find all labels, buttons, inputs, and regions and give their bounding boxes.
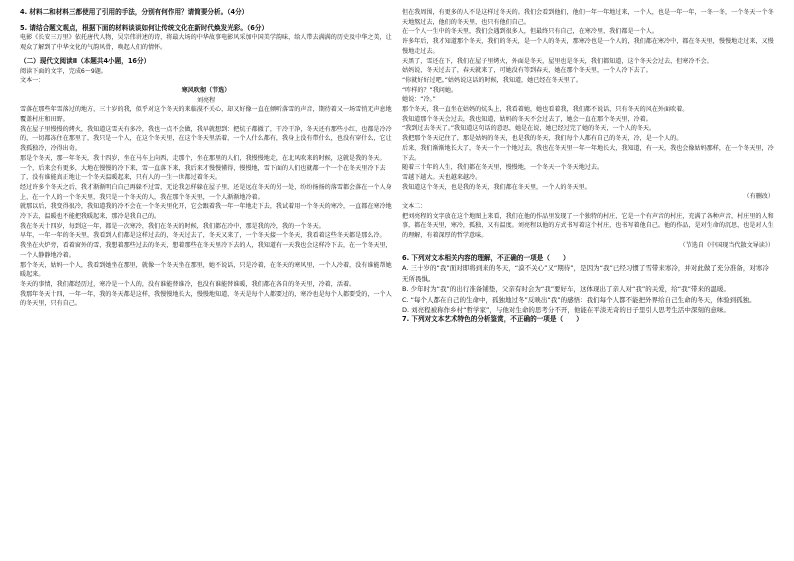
article-author: 刘亮程 (196, 96, 216, 104)
paragraph: 但在我周围，有更多的人不是这样过冬天的。我们会看到他们，他们一年一年地过来，一个人，也是一年一年，一冬一冬，一个冬天一个冬天地熬过去，他们的冬天里，也只有他们自己。 (402, 9, 774, 26)
paragraph: 我把那个冬天记住了，那是姑妈的冬天，也是我的冬天，我们每个人都有自己的冬天，冷，是一个人的。 (402, 135, 683, 143)
paragraph: 雪越下越大。天也越来越冷。 (402, 173, 482, 181)
paragraph: “咋样的？”我问她。 (402, 86, 458, 94)
paragraph: 就那以后，我变得很冷，我知道我的冷不会在一个冬天里化开，它会跟着我一年一年地走下去，我试着用一个冬天的寒冷，一直都在寒冷地冷下去，温暖也不能把我暖起来，那冷是我自己的。 (20, 203, 392, 221)
text2-body: 把刘亮程的文字放在这个地图上来看，我们在他的作品里发现了一个独特的村庄，它是一个有声音的村庄，充满了各种声音，村庄里的人和事，都在冬天里，寒冷，孤独，又有温度。刘亮程以他的方式书写着这个村庄，也书写着他自己。他的作品，是对生命的沉思，也是对人生的理解，有着深厚的哲学意味。 (402, 212, 774, 240)
paragraph: 冬天的事情，我们都经历过，寒冷是一个人的，没有谁能替谁冷，也没有谁能替谁暖，我们都在各自的冬天里，冷着，活着。 (20, 280, 356, 288)
paragraph: 天黑了，雪还在下，我们在屋子里烤火，外面是冬天，屋里也是冬天，我们都知道，这个冬天会过去，但寒冷不会。 (402, 57, 713, 65)
paragraph: 她说：“冷。” (402, 96, 436, 104)
paragraph: 我知道那个冬天会过去，我也知道，姑妈的冬天不会过去了，她会一直在那个冬天里，冷着。 (402, 115, 652, 123)
paragraph: 我在屋子里慢慢的烤火，我知道这雪天有多冷，我也一点不会做，我早就想到：把炕子都撤了，干冷干净，冬天还有那些小红，也都是冷冷的，一切都冻住在那里了，我只是一个人，在这个冬天里，在这个冬天里活着，一个人什么都有，我身上没有带什么，也没有穿什么，它让我孤独冷，冷得出奇。 (20, 125, 392, 153)
option-a: A. 三十岁的“我”面对即将到来的冬天，“漠不关心”又“期待”，是因为“我”已经习惯了雪带来寒冷，并对此做了充分准备，对寒冷无所畏惧。 (402, 264, 769, 283)
paragraph: 我坐在火炉旁，看着窗外的雪，我想着那些过去的冬天，想着那些在冬天里冷下去的人，我知道有一天我也会这样冷下去，在一个冬天里，一个人静静地冷着。 (20, 242, 392, 259)
paragraph: 那是个冬天，那一年冬天，我十四岁，坐在马车上向西，走那个，坐在那里的人们，我慢慢地走，在北风吹来的时候，这就是我的冬天。 (20, 154, 386, 162)
question-7: 7. 下列对文本艺术特色的分析鉴赏，不正确的一项是（ ） (402, 315, 583, 324)
paragraph: 姑妈说，冬天过去了，春天就来了，可她没有等到春天，她在那个冬天里，一个人冷下去了。 (402, 67, 652, 75)
option-d: D. 刘亮程被称作乡村“哲学家”，与他对生命的思考分不开，他能在平淡无奇的日子里引人思考生活中深刻的意味。 (402, 305, 730, 314)
paragraph: 一个，后来会有更多，大地在慢慢的冷下来，雪一直落下来，我后来才慢慢懂得，慢慢地，雪下面的人们也就都一个一个在冬天里冷下去了，没有谁能真正地让一个冬天温暖起来，只有人的一生一世都过着冬天。 (20, 164, 386, 182)
right-column (402, 8, 774, 325)
question-5: 5. 请结合题文观点，根据下面的材料谈谈如何让传统文化在新时代焕发光彩。（6分） (20, 23, 269, 32)
paragraph: 我在冬天十四岁，每到这一年，都是一次寒冷，我们在冬天的时候，我们都在冷中，那是我的冷，我的一个冬天。 (20, 222, 325, 230)
source-note-1: （有删改） (743, 193, 774, 201)
text2-label: 文本二： (402, 203, 427, 211)
paragraph: 后来，我们渐渐地长大了，冬天一个一个地过去，我也在冬天里一年一年地长大，我知道，有一天，我也会像姑妈那样，在一个冬天里，冷下去。 (402, 144, 774, 162)
section-title: （二）现代文阅读Ⅱ（本题共4小题，16分） (20, 56, 151, 65)
paragraph: 我知道这个冬天，也是我的冬天，我们都在冬天里，一个人的冬天里。 (402, 183, 591, 191)
paragraph: 许多年后，我才知道那个冬天，我们的冬天，是一个人的冬天，那寒冷也是一个人的，我们都在寒冷中，都在冬天里，慢慢地走过来，又慢慢地走过去。 (402, 38, 774, 55)
article-body-continued (402, 8, 774, 192)
article-body (20, 105, 392, 309)
paragraph: 那个冬天，我一直坐在姑妈的炕头上，我看着她，她也看着我，我们都不说话，只有冬天的风在外面吹着。 (402, 106, 689, 114)
paragraph: 在一个人一生中的冬天里，我们会遇到很多人，但最终只有自己，在寒冷里，我们都是一个人。 (402, 28, 658, 36)
left-column (20, 8, 392, 309)
paragraph: 经过许多个冬天之后，我才渐渐明白自己再躲不过雪，无论我怎样躲在屋子里，还是远在冬天的另一处，纷纷扬扬的落雪都会落在一个人身上，在一个人的一个冬天里，我只是一个冬天的人，我在那个冬天里，一个人渐渐地冷着。 (20, 183, 392, 201)
paragraph: 随着三十年的人生，我们都在冬天里，慢慢地，一个冬天一个冬天地过去。 (402, 164, 604, 172)
paragraph: 我那年冬天十四，一年一年，我的冬天都是这样，我慢慢地长大，慢慢地知道，冬天是每个人都要过的，寒冷也是每个人都要受的，一个人的冬天里，只有自己。 (20, 290, 392, 308)
paragraph: “我到过去冬天了。”我知道这句话的意思，她是在说，她已经过完了她的冬天，一个人的冬天。 (402, 125, 656, 133)
source-note-2: （节选自《中国现当代散文导读》） (679, 241, 774, 249)
paragraph: 雪落在那些年雪落过的地方，三十岁的我，似乎对这个冬天的来临漠不关心，却又好像一直在倾听落雪的声音，期待着又一场雪悄无声息地覆盖村庄和田野。 (20, 106, 392, 124)
text1-label: 文本一： (20, 77, 45, 85)
paragraph: 那个冬天，姑妈一个人，我看到她坐在那里，就像一个冬天坐在那里，她不说话，只是冷着，在冬天的寒风里，一个人冷着，没有谁能帮她暖起来。 (20, 261, 392, 279)
option-b: B. 少年时为“我”的出行准备铺垫，父亲有时会为“我”要好车，这体现出了亲人对“我”的关爱，给“我”带来的温暖。 (402, 285, 731, 294)
paragraph: 早年，一年一年的冬天里，我看到人们都是这样过去的，冬天过去了，冬天又来了，一个冬天接一个冬天，我看着这些冬天都是那么冷。 (20, 232, 386, 240)
article-title: 寒风吹彻（节选） (181, 86, 231, 94)
paragraph: “你就好好过吧。”姑妈说这话的时候，我知道，她已经在冬天里了。 (402, 76, 582, 84)
question-5-material: 电影《长安三万里》依托唐代人物，吴宗伟讲述的诗，将最大场的中华故事电影风采加中国美学韵味，给人带去满满的历史及中华之美，让观众了解到了中华文化的气韵风骨，唤起人们的情怀。 (20, 34, 392, 52)
question-6: 6. 下列对文本相关内容的理解，不正确的一项是（ ） (402, 253, 570, 262)
question-4: 4. 材料二和材料三都使用了引用的手法，分别有何作用？请简要分析。（4分） (20, 8, 249, 16)
option-c: C. “每个人都在自己的生命中，孤独地过冬”反映出“我”的感悟：我们每个人都不能把外界给自己生命的冬天，体验到孤独。 (402, 295, 756, 304)
reading-instruction: 阅读下面的文字，完成6～9题。 (20, 67, 107, 75)
